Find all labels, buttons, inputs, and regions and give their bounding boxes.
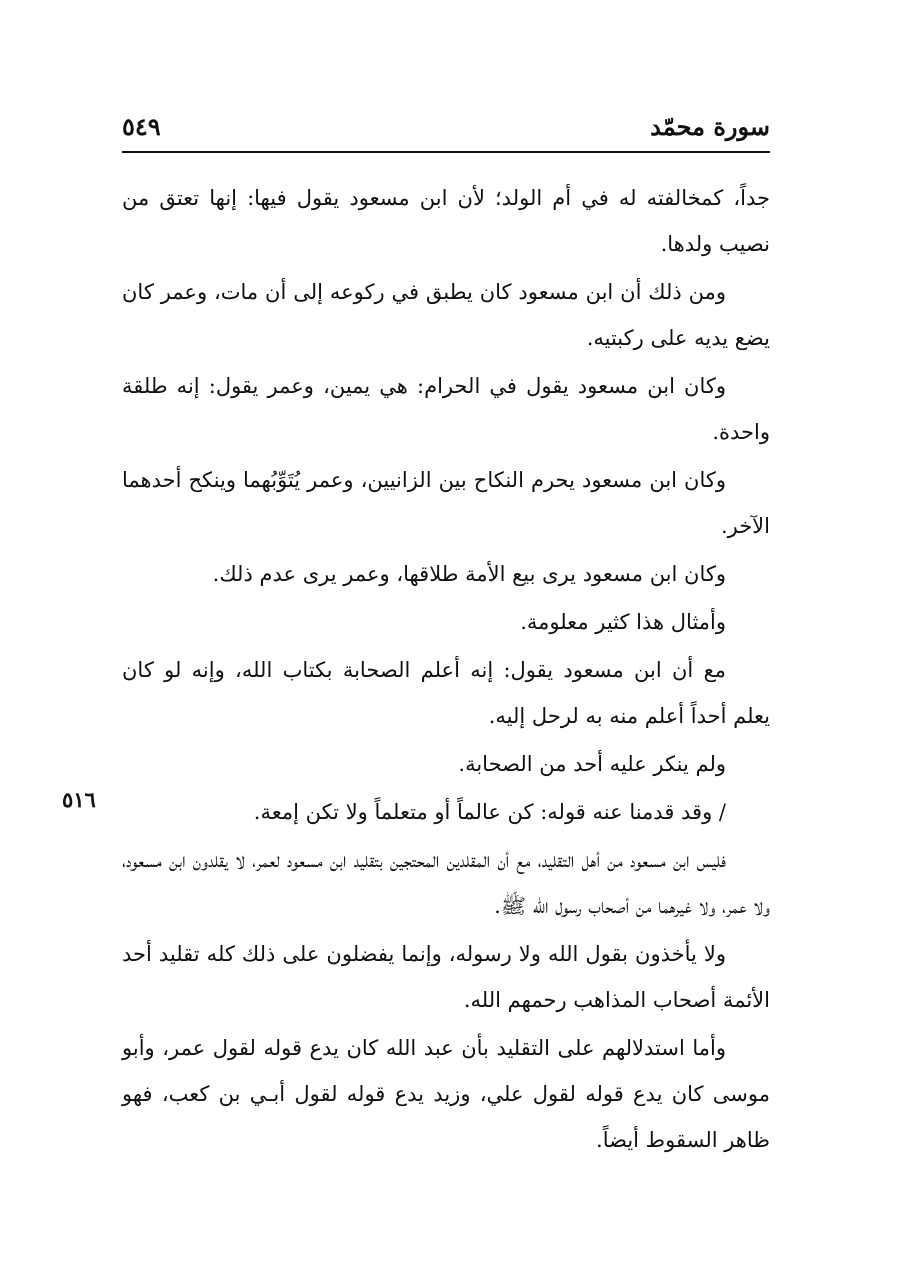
page-number: ٥٤٩ (122, 112, 161, 141)
paragraph: جداً، كمخالفته له في أم الولد؛ لأن ابن مسعود يقول فيها: إنها تعتق من نصيب ولدها. (122, 186, 770, 256)
paragraph: / وقد قدمنا عنه قوله: كن عالماً أو متعلماً ولا تكن إمعة. (253, 800, 726, 824)
surah-title: سورة محمّد (650, 112, 770, 141)
header-rule (122, 151, 770, 153)
paragraph: ولم ينكر عليه أحد من الصحابة. (458, 752, 726, 776)
paragraph: وكان ابن مسعود يحرم النكاح بين الزانيين، وعمر يُتَوِّبُهما وينكح أحدهما الآخر. (122, 468, 770, 538)
paragraph: وأما استدلالهم على التقليد بأن عبد الله كان يدع قوله لقول عمر، وأبو موسى كان يدع قوله لقول علي، وزيد يدع قوله لقول أبـي بن كعب، فهو ظاهر السقوط أيضاً. (122, 1036, 770, 1152)
paragraph: مع أن ابن مسعود يقول: إنه أعلم الصحابة بكتاب الله، وإنه لو كان يعلم أحداً أعلم منه به لرحل إليه. (122, 658, 770, 728)
page-header (122, 108, 770, 148)
paragraph: وأمثال هذا كثير معلومة. (520, 610, 726, 634)
paragraph: ومن ذلك أن ابن مسعود كان يطبق في ركوعه إلى أن مات، وعمر كان يضع يديه على ركبتيه. (122, 280, 770, 350)
paragraph: وكان ابن مسعود يقول في الحرام: هي يمين، وعمر يقول: إنه طلقة واحدة. (122, 374, 770, 444)
body-text (122, 175, 770, 1165)
paragraph: وكان ابن مسعود يرى بيع الأمة طلاقها، وعمر يرى عدم ذلك. (212, 562, 726, 586)
paragraph: ولا يأخذون بقول الله ولا رسوله، وإنما يفضلون على ذلك كله تقليد أحد الأئمة أصحاب المذاهب رحمهم الله. (122, 942, 770, 1012)
margin-page-reference: ٥١٦ (62, 787, 96, 812)
paragraph: فليس ابن مسعود من أهل التقليد، مع أن المقلدين المحتجين بتقليد ابن مسعود لعمر، لا يقلدون ابن مسعود، ولا عمر، ولا غيرهما من أصحاب رسول الله ﷺ. (122, 848, 770, 918)
